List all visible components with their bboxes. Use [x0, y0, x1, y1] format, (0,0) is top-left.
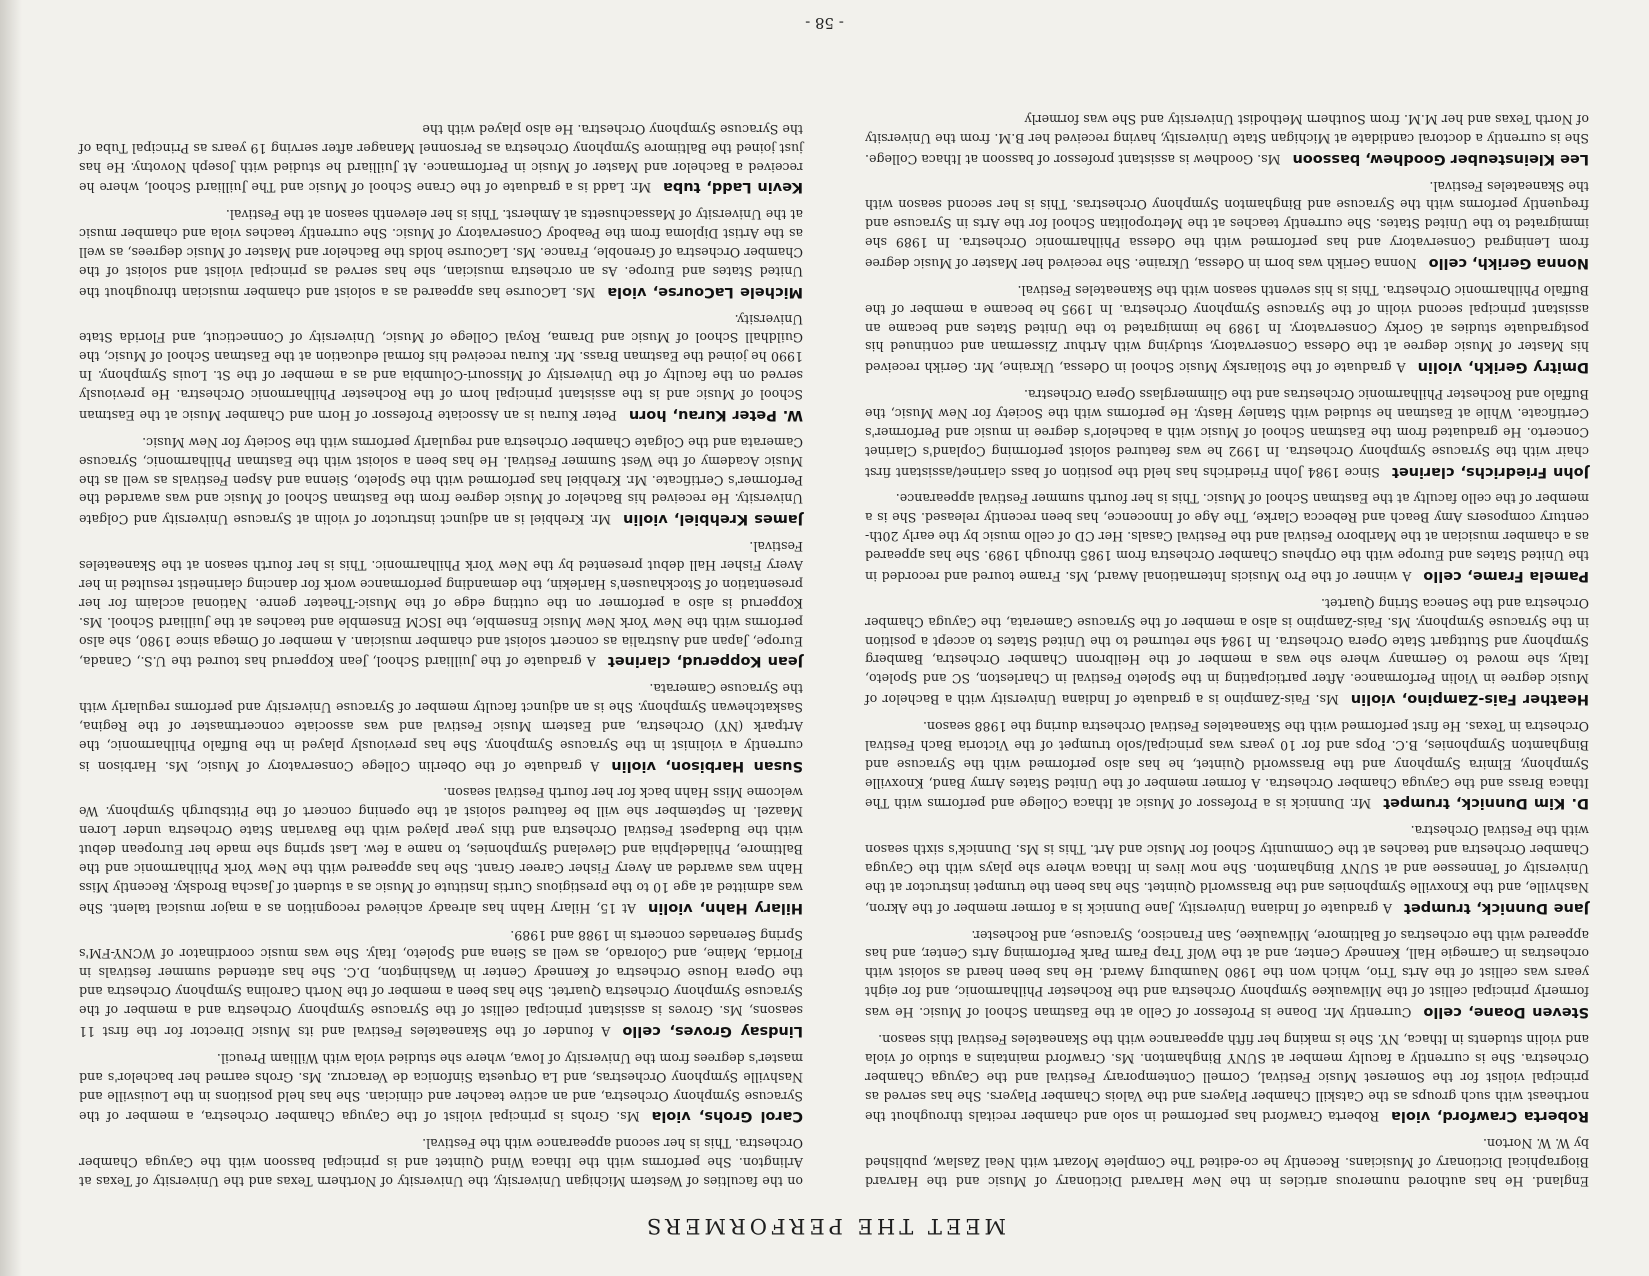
performer-bio-text: Roberta Crawford has performed in solo and chamber recitals throughout the northeast with such groups as the Catskill Chamber Players and the Valois Chamber Players. She has served as principal violist for the Somerset Music Festival, Cornell Contemporary Festival and the Cayuga Chamber Orchestra. She is currently a faculty member at SUNY Binghamton. Ms. Crawford maintains a studio of viola and violin students in Ithaca, NY. She is making her fifth appearance with the Skaneateles Festival this season. [865, 1031, 1589, 1125]
performer-name: D. Kim Dunnick, trumpet [1383, 795, 1589, 812]
performer-bio [865, 489, 1589, 586]
performer-bio-text: Mr. Dunnick is a Professor of Music at Ithaca College and performs with The Ithaca Brass and the Cayuga Chamber Orchestra. A former member of the United States Army Band, Knoxville Symphony, Elmira Symphony and the Brassworld Quintet, he has also performed with the Syracuse and Binghamton Symphonies, B.C. Pops and for 10 years was principal/solo trumpet of the Victoria Bach Festival Orchestra in Texas. He first performed with the Skaneateles Festival Orchestra during the 1988 season. [865, 718, 1589, 812]
performer-bio-text: A graduate of the Oberlin College Conservatory of Music, Ms. Harbison is currently a violinist in the Syracuse Symphony. She has previously played in the Buffalo Philharmonic, the Artpark (NY) Orchestra, and Eastern Music Festival and was associate concertmaster of the Regina, Saskatchewan Symphony. She is an adjunct faculty member of Syracuse University and performs regularly with the Syracuse Camerata. [78, 681, 803, 774]
page-title: MEET THE PERFORMERS [642, 1214, 1007, 1238]
performer-bio-text: Mr. Krehbiel is an adjunct instructor of violin at Syracuse University and Colgate University. He received his Bachelor of Music degree from the Eastman School of Music and was awarded the Performer's Certificate. Mr. Krehbiel has performed with the Spoleto, Sienna and Aspen Festivals as well as the Music Academy of the West Summer Festival. He has been a soloist with the Eastman Philharmonic, Syracuse Camerata and the Colgate Chamber Orchestra and regularly performs with the Society for New Music. [78, 434, 803, 528]
performer-bio [79, 678, 803, 775]
performer-bio-text: Ms. Fais-Zampino is a graduate of Indiana University with a Bachelor of Music degree in Violin Performance. After participating in the Spoleto Festival in Charleston, SC and Spoleto, Italy, she moved to Germany where she was a member of the Heilbronn Chamber Orchestra, Bamberg Symphony and Stuttgart State Opera Orchestra. In 1984 she returned to the United States to accept a position in the Syracuse Symphony. Ms. Fais-Zampino is also a member of the Syracuse Camerata, the Cayuga Chamber Orchestra and the Seneca String Quartet. [865, 595, 1589, 708]
performer-bio [865, 820, 1589, 917]
performer-name: Dmitry Gerikh, violin [1417, 359, 1589, 376]
binding-shadow [0, 0, 22, 1276]
performer-name: Carol Grohs, viola [651, 1108, 803, 1125]
performer-bio [865, 176, 1589, 273]
performer-name: Heather Fais-Zampino, violin [1350, 691, 1589, 708]
performer-name: Michele LaCourse, viola [607, 283, 803, 300]
performer-bio-text: A graduate of Indiana University, Jane Dunnick is a former member of the Akron, Nashville, and the Knoxville Symphonies and the Brassworld Quintet. She has been the trumpet instructor at the University of Tennessee and at SUNY Binghamton. She now lives in Ithaca where she plays with the Cayuga Chamber Orchestra and teaches at the Community School for Music and Art. This is Ms. Dunnick's sixth season with the Festival Orchestra. [865, 823, 1589, 916]
performer-name: Hilary Hahn, violin [648, 899, 803, 916]
performer-bio [865, 593, 1589, 709]
right-column [79, 112, 803, 1190]
performer-name: Jane Dunnick, trumpet [1403, 899, 1589, 916]
performer-name: Jean Kopperud, clarinet [607, 653, 803, 670]
performer-bio [865, 925, 1589, 1022]
left-column [865, 102, 1589, 1190]
performer-bio-text: Currently Mr. Doane is Professor of Cello at the Eastman School of Music. He was formerly principal cellist of the Milwaukee Symphony Orchestra and the Rochester Philharmonic, and for eight years was cellist of the Arts Trio, which won the 1980 Naumburg Award. He has been heard as soloist with orchestras in Carnegie Hall, Kennedy Center, and at the Wolf Trap Farm Park Performing Arts Center, and has appeared with the orchestras of Baltimore, Milwaukee, San Francisco, Syracuse, and Rochester. [865, 927, 1589, 1021]
page-number: - 58 - [805, 14, 844, 32]
performer-name: Susan Harbison, violin [611, 757, 803, 774]
performer-name: Steven Doane, cello [1423, 1004, 1589, 1021]
performer-name: Nonna Gerikh, cello [1428, 254, 1589, 271]
performer-name: Kevin Ladd, tuba [663, 179, 803, 196]
performer-bio [865, 384, 1589, 481]
performer-bio-text: Nonna Gerikh was born in Odessa, Ukraine. She received her Master of Music degree from Leningrad Conservatory and has performed with the Odessa Philharmonic Orchestra. In 1989 she immigrated to the United States. She currently teaches at the Metropolitan School for the Arts in Syracuse and frequently performs with the Syracuse and Binghamton Symphony Orchestras. This is her second season with the Skaneateles Festival. [865, 178, 1589, 271]
performer-name: Pamela Frame, cello [1423, 567, 1589, 584]
performer-bio [79, 1133, 803, 1190]
performer-bio-text: A graduate of the Stoliarsky Music School in Odessa, Ukraine, Mr. Gerikh received his Master of Music degree at the Odessa Conservatory, studying with Arthur Zisserman and continued his postgraduate studies at Gorky Conservatory. In 1989 he immigrated to the United States and became an assistant principal second violin of the Syracuse Symphony Orchestra. In 1995 he became a member of the Buffalo Philharmonic Orchestra. This is his seventh season with the Skaneateles Festival. [865, 282, 1589, 376]
performer-bio-text: on the faculties of Western Michigan University, the University of Northern Texas and the University of Texas at Arlington. She performs with the Ithaca Wind Quintet and is principal bassoon with the Cayuga Chamber Orchestra. This is her second appearance with the Festival. [79, 1136, 803, 1189]
performer-bio-text: At 15, Hilary Hahn has already achieved recognition as a major musical talent. She was admitted at age 10 to the prestigious Curtis Institute of Music as a student of Jascha Brodsky. Recently Miss Hahn was awarded an Avery Fisher Career Grant. She has appeared with the New York Philharmonic and the Baltimore, Philadelphia and Cleveland Symphonies, to name a few. Last spring she made her European debut with the Budapest Festival Orchestra and this year played with the Bavarian State Orchestra under Loren Maazel. In September she will be featured soloist at the opening concert of the Pittsburgh Symphony. We welcome Miss Hahn back for her fourth Festival season. [79, 785, 803, 916]
performer-bio [865, 1133, 1589, 1190]
performer-bio [865, 280, 1589, 377]
performer-bio-text: Ms. LaCourse has appeared as a soloist and chamber musician throughout the United States and Europe. As an orchestra musician, she has served as principal violist and soloist of the Chamber Orchestra of Grenoble, France. Ms. LaCourse holds the Bachelor and Master of Music degrees, as well as the Artist Diploma from the Peabody Conservatory of Music. She currently teaches viola and chamber music at the University of Massachusetts at Amherst. This is her eleventh season at the Festival. [79, 207, 803, 300]
performer-bio [79, 309, 803, 425]
performer-bio [79, 119, 803, 197]
performer-bio-text: Peter Kurau is an Associate Professor of Horn and Chamber Music at the Eastman School of Music and is the assistant principal horn of the Rochester Philharmonic Orchestra. He previously served on the faculty of the University of Missouri-Columbia and as a member of the St. Louis Symphony. In 1990 he joined the Eastman Brass. Mr. Kurau received his formal education at the Eastman School of Music, the Guildhall School of Music and Drama, Royal College of Music, University of Connecticut, and Florida State University. [78, 311, 803, 423]
performer-name: John Friedrichs, clarinet [1391, 463, 1589, 480]
performer-bio-text: England. He has authored numerous articles in the New Harvard Dictionary of Music and the Harvard Biographical Dictionary of Musicians. Recently he co-edited The Complete Mozart with Neal Zaslaw, published by W. W. Norton. [865, 1136, 1589, 1189]
performer-bio [79, 536, 803, 671]
performer-bio-text: A graduate of the Juilliard School, Jean Kopperud has toured the U.S., Canada, Europe, Japan and Australia as concert soloist and chamber musician. A member of Omega since 1980, she also performs with the New York New Music Ensemble, the ISCM Ensemble and teaches at the Juilliard School. Ms. Kopperud is also a performer on the cutting edge of the Music-Theater genre. National acclaim for her presentation of Stockhausen's Harlekin, the demanding performance work for dancing clarinetist resulted in her Avery Fisher Hall debut presented by the New York Philharmonic. This is her fourth season at the Skaneateles Festival. [79, 539, 803, 670]
performer-name: Lee Kleinsteuber Goodhew, bassoon [1292, 150, 1589, 167]
performer-bio [79, 1048, 803, 1126]
performer-bio [79, 783, 803, 918]
performer-bio [79, 204, 803, 301]
performer-bio [79, 432, 803, 529]
performer-bio-text: Mr. Ladd is a graduate of the Crane School of Music and The Juilliard School, where he received a Bachelor and Master of Music in Performance. At Juilliard he studied with Joseph Novotny. He has just joined the Baltimore Symphony Orchestra as Personnel Manager after serving 19 years as Principal Tuba of the Syracuse Symphony Orchestra. He also played with the [79, 121, 803, 196]
performer-bio-text: Ms. Goodhew is assistant professor of bassoon at Ithaca College. She is currently a doctoral candidate at Michigan State University, having received her B.M. from the University of North Texas and her M.M. from Southern Methodist University and She was formerly [864, 111, 1589, 167]
performer-bio [865, 716, 1589, 813]
performer-name: Lindsay Groves, cello [622, 1022, 803, 1039]
performer-bio [865, 109, 1589, 169]
performer-name: James Krehbiel, violin [623, 511, 803, 528]
performer-name: Roberta Crawford, viola [1391, 1108, 1589, 1125]
performer-bio-text: A founder of the Skaneateles Festival and its Music Director for the first 11 seasons, Ms. Groves is assistant principal cellist of the Syracuse Symphony Orchestra and a member of the Syracuse Symphony Orchestra Quartet. She has been a member of the North Carolina Symphony Orchestra and the Opera House Orchestra of Kennedy Center in Washington, D.C. She has attended summer festivals in Florida, Maine, and Colorado, as well as Siena and Spoleto, Italy. She was music coordinator of WCNY-FM's Spring Serenades concerts in 1988 and 1989. [79, 927, 803, 1039]
performer-name: W. Peter Kurau, horn [628, 406, 803, 423]
performer-bio-text: Ms. Grohs is principal violist of the Cayuga Chamber Orchestra, a member of the Syracuse Symphony Orchestra, and an active teacher and clinician. She has held positions in the Louisville and Nashville Symphony Orchestras, and La Orquesta Sinfonica de Veracruz. Ms. Grohs earned her bachelor's and master's degrees from the University of Iowa, where she studied viola with William Preucil. [79, 1050, 803, 1125]
performer-bio [865, 1029, 1589, 1126]
performer-bio-text: Since 1984 John Friedrichs has held the position of bass clarinet/assistant first chair with the Syracuse Symphony Orchestra. In 1992 he was featured soloist performing Copland's Clarinet Concerto. He graduated from the Eastman School of Music with a bachelor's degree in music and Performer's Certificate. While at Eastman he studied with Stanley Hasty. He performs with the Society for New Music, the Buffalo and Rochester Philharmonic Orchestras and the Glimmerglass Opera Orchestra. [865, 387, 1589, 480]
performer-bio-text: A winner of the Pro Musicis International Award, Ms. Frame toured and recorded in the United States and Europe with the Orpheus Chamber Orchestra from 1985 through 1989. She has appeared as a chamber musician at the Marlboro Festival and the Festival Casals. Her CD of cello music by the early 20th-century composers Amy Beach and Rebecca Clarke, The Age of Innocence, has been recently released. She is a member of the cello faculty at the Eastman School of Music. This is her fourth summer Festival appearance. [865, 491, 1589, 584]
performer-bio [79, 925, 803, 1041]
